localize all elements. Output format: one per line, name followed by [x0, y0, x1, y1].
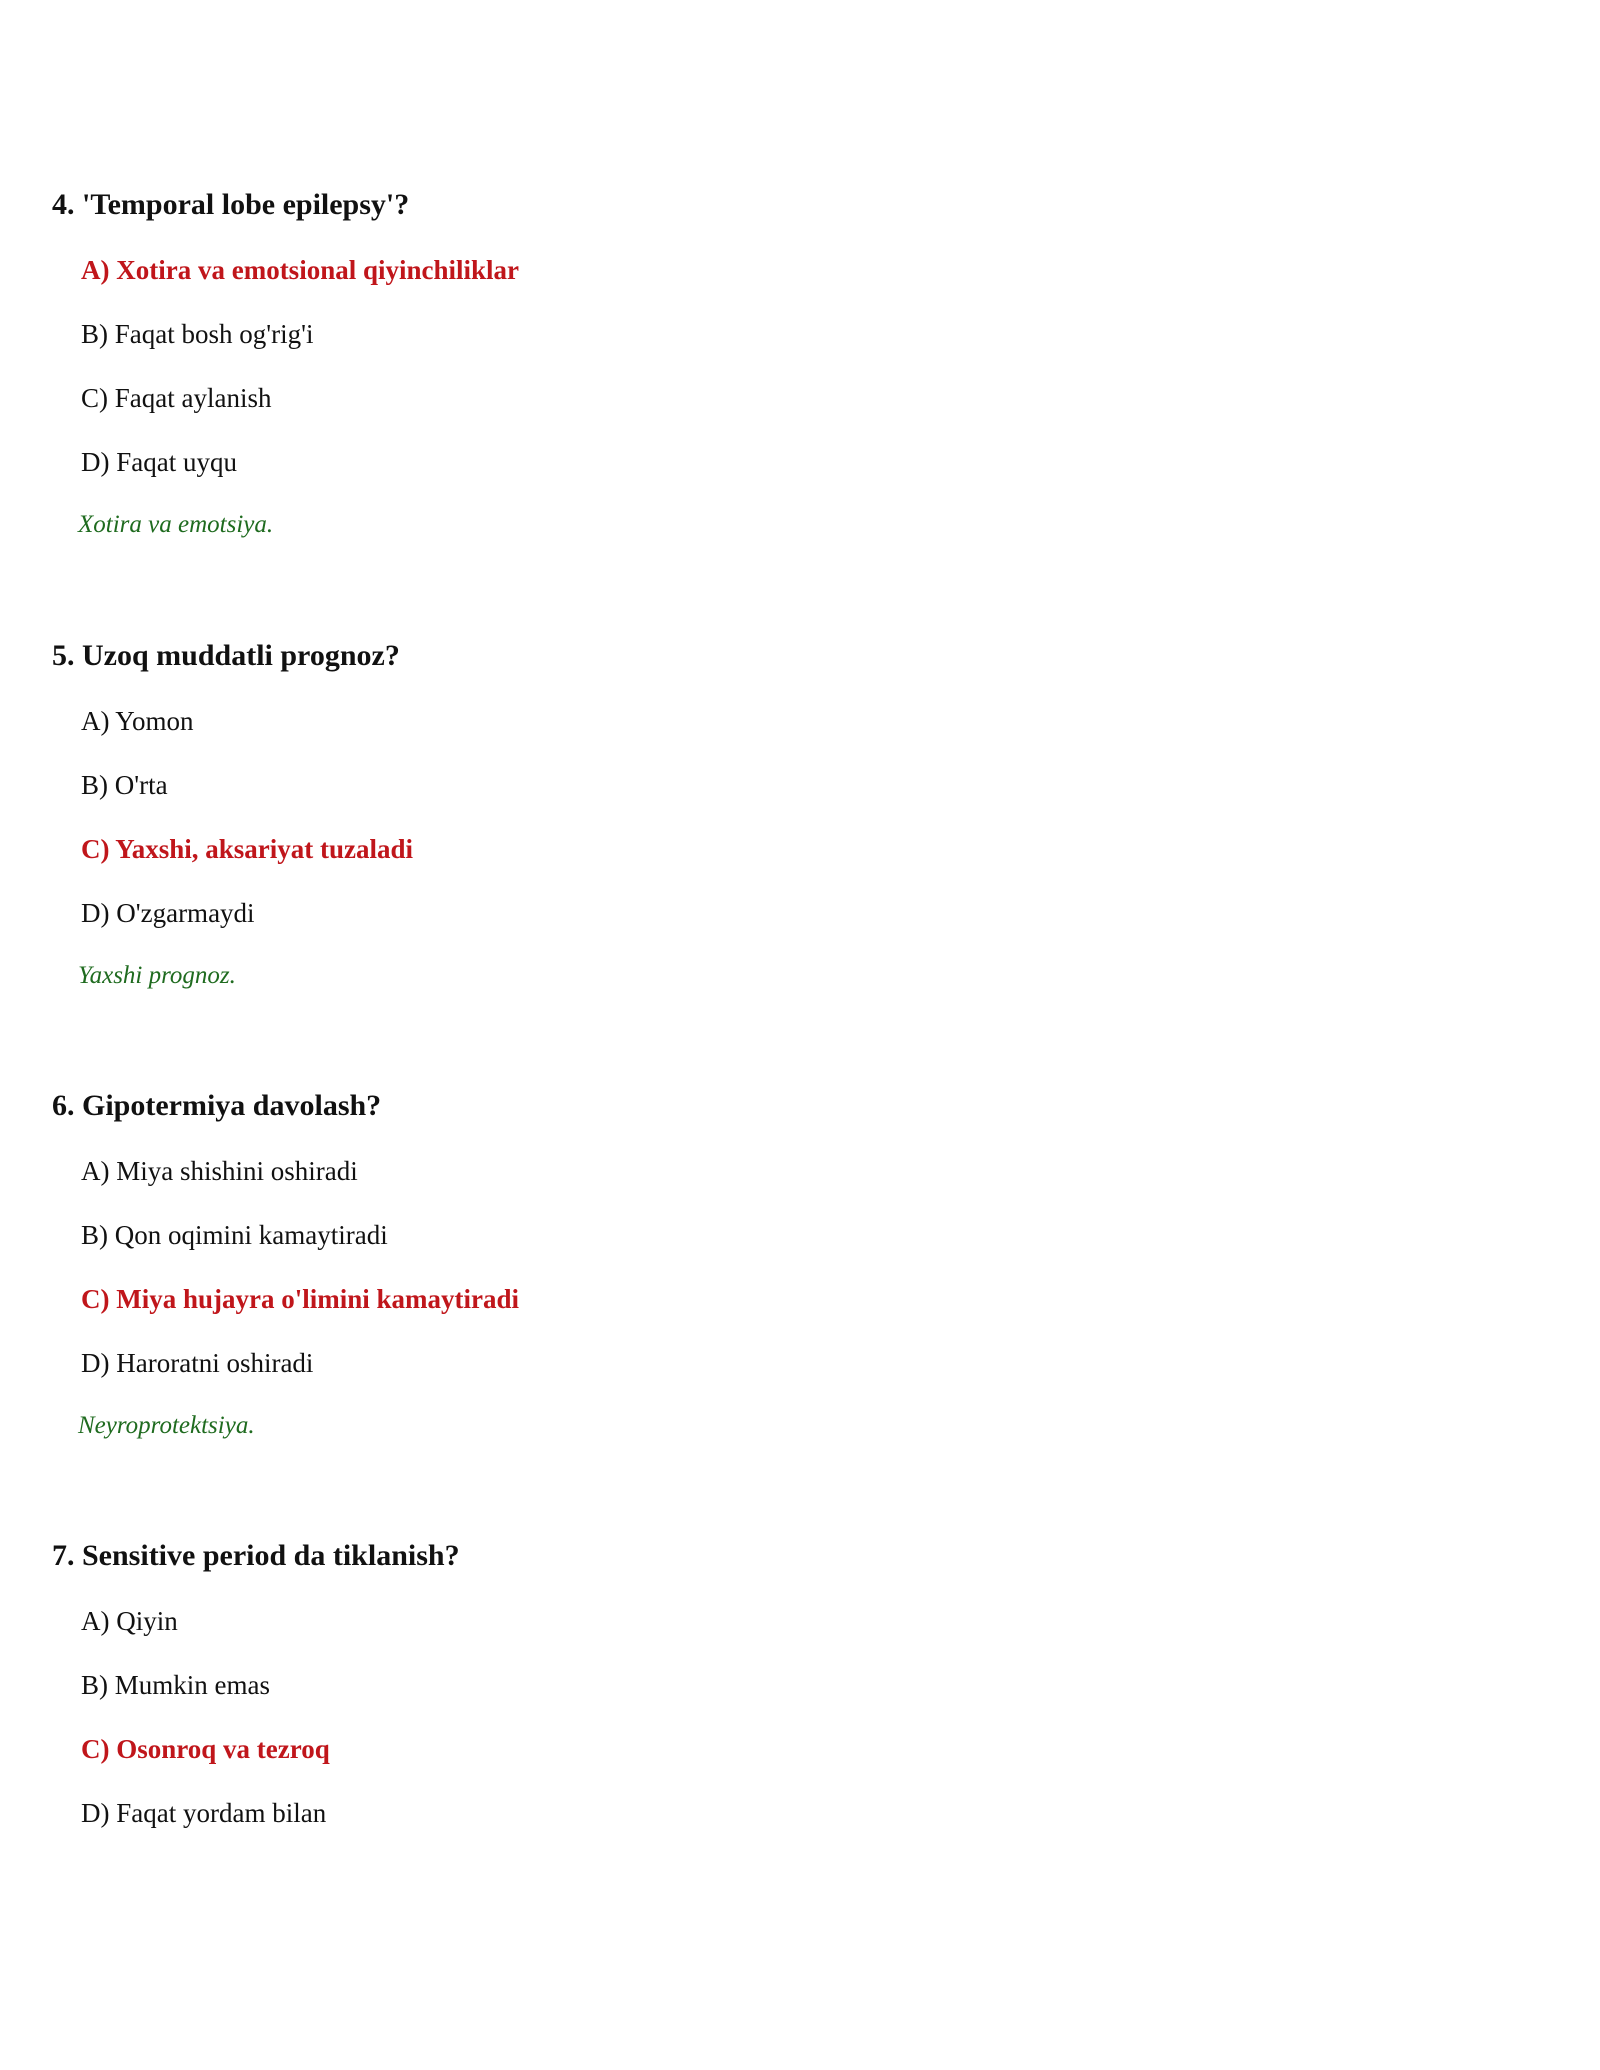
answer-option-d: D) Haroratni oshiradi	[81, 1348, 314, 1378]
question-block	[52, 1088, 1452, 1442]
question-title: 7. Sensitive period da tiklanish?	[52, 1539, 460, 1572]
answer-option-c-correct: C) Osonroq va tezroq	[81, 1734, 330, 1764]
answer-explanation: Xotira va emotsiya.	[78, 511, 274, 538]
answer-option-a: A) Yomon	[81, 706, 194, 736]
question-title: 4. 'Temporal lobe epilepsy'?	[52, 188, 410, 221]
answer-option-b: B) Faqat bosh og'rig'i	[81, 319, 314, 349]
answer-explanation: Neyroprotektsiya.	[78, 1412, 255, 1439]
question-title: 6. Gipotermiya davolash?	[52, 1089, 382, 1122]
answer-option-d: D) Faqat yordam bilan	[81, 1798, 327, 1828]
answer-option-a-correct: A) Xotira va emotsional qiyinchiliklar	[81, 255, 519, 285]
answer-option-a: A) Qiyin	[81, 1606, 178, 1636]
question-title: 5. Uzoq muddatli prognoz?	[52, 639, 400, 672]
answer-option-b: B) O'rta	[81, 770, 168, 800]
question-block	[52, 187, 1452, 541]
answer-option-c: C) Faqat aylanish	[81, 383, 272, 413]
answer-option-d: D) O'zgarmaydi	[81, 898, 255, 928]
question-block	[52, 1538, 1452, 1830]
answer-option-c-correct: C) Yaxshi, aksariyat tuzaladi	[81, 834, 414, 864]
question-block	[52, 638, 1452, 992]
answer-option-a: A) Miya shishini oshiradi	[81, 1156, 358, 1186]
answer-option-b: B) Mumkin emas	[81, 1670, 270, 1700]
answer-explanation: Yaxshi prognoz.	[78, 962, 236, 989]
answer-option-b: B) Qon oqimini kamaytiradi	[81, 1220, 388, 1250]
answer-option-d: D) Faqat uyqu	[81, 447, 237, 477]
answer-option-c-correct: C) Miya hujayra o'limini kamaytiradi	[81, 1284, 519, 1314]
